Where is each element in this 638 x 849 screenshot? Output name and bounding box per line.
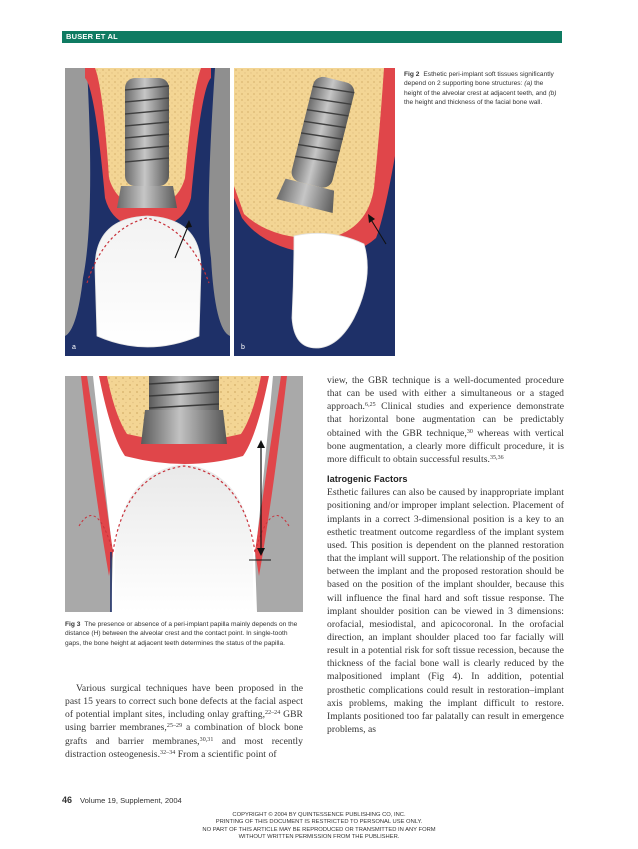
section-heading-iatrogenic-factors: Iatrogenic Factors [327, 474, 408, 485]
figure-2a-illustration [65, 68, 230, 356]
citation-ref: 25–29 [166, 723, 183, 730]
panel-a-label: a [72, 344, 76, 351]
right-paragraph-1 [327, 374, 564, 466]
right-column-body [327, 374, 564, 736]
figure-3-illustration [65, 376, 303, 612]
citation-ref: 30,31 [199, 736, 214, 743]
text-segment: whereas with vertical bone augmentation, a clearly more difficult procedure, it is more difficult to obtain successful results. [327, 427, 564, 465]
text-segment: a combination of block bone grafts and barrier membranes, [65, 722, 303, 747]
figure-2b-illustration [234, 68, 395, 356]
text-segment: From a scientific point of [175, 748, 277, 760]
text-segment: Clinical studies and experience demonstrate that horizontal bone augmentation can be predictably obtained with the GBR technique, [327, 401, 564, 439]
text-segment: and most recently distraction osteogenesis. [65, 735, 303, 760]
citation-ref: 32–34 [160, 749, 176, 756]
running-head: BUSER ET AL [62, 31, 562, 43]
figure-2-caption-b-text: the height and thickness of the facial bone wall. [404, 99, 543, 107]
figure-2-caption-b: (b) [548, 89, 557, 97]
figure-2-caption-text: Esthetic peri-implant soft tissues significantly depend on 2 supporting bone structures: [404, 71, 554, 88]
journal-info: Volume 19, Supplement, 2004 [80, 796, 182, 805]
text-segment: Various surgical techniques have been proposed in the past 15 years to correct such bone defects at the facial aspect of potential implant sites, including onlay grafting, [65, 683, 303, 721]
copyright-notice [0, 812, 638, 842]
copyright-line: WITHOUT WRITTEN PERMISSION FROM THE PUBLISHER. [238, 834, 400, 841]
text-segment: view, the GBR technique is a well-documented procedure that can be used with either a simultaneous or a staged approach. [327, 375, 564, 413]
page-number: 46 [62, 795, 73, 805]
right-paragraph-2: Esthetic failures can also be caused by inappropriate implant positioning and/or improper implant selection. Placement of implants in a correct 3-dimensional position is a key to an esthetic treatment outcome regardless of the implant system used. This position is dependent on the planned restoration that the implant will support. The relationship of the position between the implant and the proposed restoration should be based on the position of the implant shoulder, because this will influence the final hard and soft tissue response. The implant shoulder position can be viewed in 3 dimensions: orofacial, mesiodistal, and apicocoronal. In the orofacial direction, an implant shoulder placed too far facially will result in a potential risk for soft tissue recession, because the thickness of the facial bone wall is clearly reduced by the malpositioned implant (Fig 4). In addition, potential prosthetic complications could result in restoration–implant axis problems, making the implant difficult to restore. Implants positioned too far palatally can result in emergence problems, as [327, 487, 564, 736]
figure-2-label: Fig 2 [404, 71, 420, 78]
left-paragraph [65, 682, 303, 761]
citation-ref: 6,25 [365, 402, 376, 409]
page-footer [62, 795, 182, 805]
text-segment: GBR using barrier membranes, [65, 709, 303, 734]
citation-ref: 30 [466, 428, 473, 435]
figure-2-caption-a-text: the height of the alveolar crest at adjacent teeth, and [404, 80, 547, 97]
copyright-line: COPYRIGHT © 2004 BY QUINTESSENCE PUBLISHING CO, INC. [232, 812, 406, 818]
citation-ref: 22–24 [265, 710, 281, 717]
copyright-line: NO PART OF THIS ARTICLE MAY BE REPRODUCED OR TRANSMITTED IN ANY FORM [202, 826, 436, 833]
panel-b-label: b [241, 344, 245, 351]
figure-3-caption-text: The presence or absence of a peri-implant papilla mainly depends on the distance (H) between the alveolar crest and the contact point. In single-tooth gaps, the bone height at adjacent teeth determines the status of the papilla. [65, 621, 298, 647]
figure-2-caption-a: (a) [524, 80, 533, 88]
citation-ref: 35,36 [489, 454, 504, 461]
copyright-line: PRINTING OF THIS DOCUMENT IS RESTRICTED TO PERSONAL USE ONLY. [215, 819, 423, 826]
left-column-body [65, 682, 303, 761]
figure-3-caption [65, 620, 303, 648]
figure-2-caption [404, 70, 562, 108]
figure-3-label: Fig 3 [65, 621, 81, 628]
